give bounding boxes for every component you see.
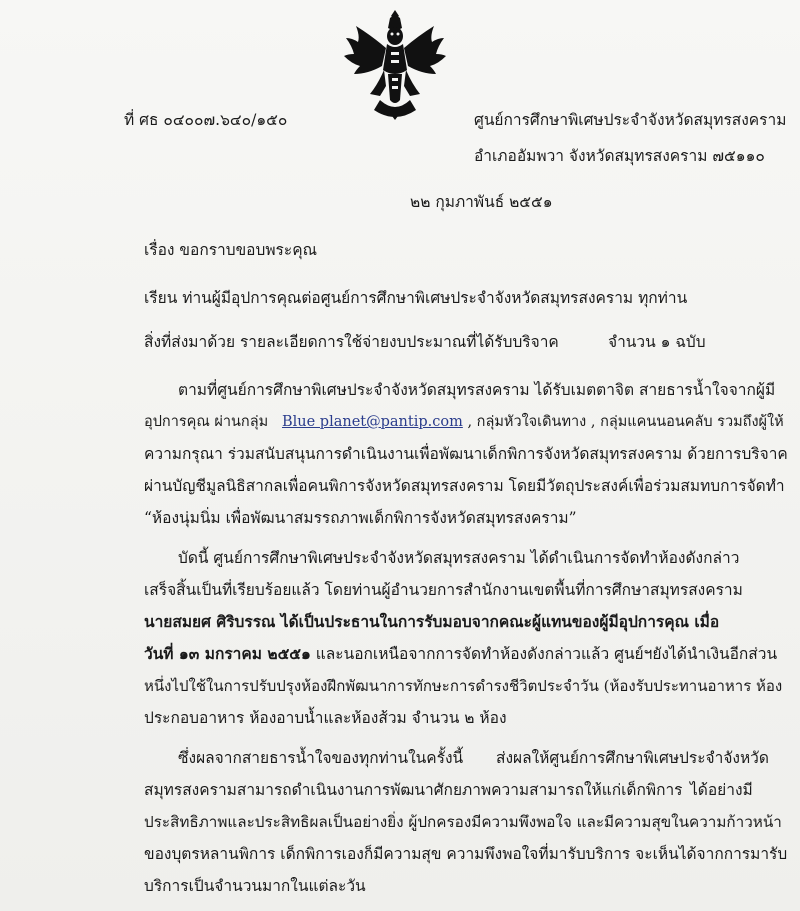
paragraph-2-line-4	[144, 644, 777, 664]
letter-recipient: เรียน ท่านผู้มีอุปการคุณต่อศูนย์การศึกษาพิเศษประจำจังหวัดสมุทรสงคราม ทุกท่าน	[144, 289, 688, 307]
paragraph-3-line-3: ประสิทธิภาพและประสิทธิผลเป็นอย่างยิ่ง ผู้ปกครองมีความพึงพอใจ และมีความสุขในความก้าวหน้า	[144, 813, 782, 831]
garuda-emblem-icon	[340, 4, 450, 124]
enclosure: สิ่งที่ส่งมาด้วย รายละเอียดการใช้จ่ายงบประมาณที่ได้รับบริจาค	[144, 333, 559, 351]
paragraph-3-line-4: ของบุตรหลานพิการ เด็กพิการเองก็มีความสุข ความพึงพอใจที่มารับบริการ จะเห็นได้จากการมารับ	[144, 845, 788, 863]
paragraph-1-line-3: ความกรุณา ร่วมสนับสนุนการดำเนินงานเพื่อพัฒนาเด็กพิการจังหวัดสมุทรสงคราม ด้วยการบริจาค	[144, 445, 788, 463]
paragraph-1-line-1: ตามที่ศูนย์การศึกษาพิเศษประจำจังหวัดสมุทรสงคราม ได้รับเมตตาจิต สายธารน้ำใจจากผู้มี	[178, 381, 776, 399]
paragraph-2-line-3: นายสมยศ ศิริบรรณ ได้เป็นประธานในการรับมอบจากคณะผู้แทนของผู้มีอุปการคุณ เมื่อ	[144, 612, 720, 631]
paragraph-3-line-2a: สมุทรสงครามสามารถดำเนินงานการพัฒนาศักยภาพความสามารถให้แก่เด็กพิการ	[144, 781, 683, 799]
paragraph-2-line-4-text: และนอกเหนือจากการจัดทำห้องดังกล่าวแล้ว ศูนย์ฯยังได้นำเงินอีกส่วน	[310, 645, 778, 663]
paragraph-2-line-6: ประกอบอาหาร ห้องอาบน้ำและห้องส้วม จำนวน ๒ ห้อง	[144, 709, 507, 727]
paragraph-3-line-1a: ซึ่งผลจากสายธารน้ำใจของทุกท่านในครั้งนี้	[178, 749, 464, 767]
paragraph-3-line-2b: ได้อย่างมี	[690, 781, 753, 799]
paragraph-1-line-2	[144, 412, 784, 432]
blue-planet-email-link[interactable]: Blue planet@pantip.com	[281, 414, 463, 430]
organization-name: ศูนย์การศึกษาพิเศษประจำจังหวัดสมุทรสงคราม	[474, 111, 787, 129]
paragraph-2-line-2: เสร็จสิ้นเป็นที่เรียบร้อยแล้ว โดยท่านผู้อำนวยการสำนักงานเขตพื้นที่การศึกษาสมุทรสงคราม	[144, 581, 743, 599]
paragraph-2-line-5: หนึ่งไปใช้ในการปรับปรุงห้องฝึกพัฒนาการทักษะการดำรงชีวิตประจำวัน (ห้องรับประทานอาหาร ห้อง	[144, 677, 783, 695]
reference-number: ที่ ศธ ๐๔๐๐๗.๖๔๐/๑๕๐	[124, 111, 288, 129]
paragraph-1-line-4: ผ่านบัญชีมูลนิธิสากลเพื่อคนพิการจังหวัดสมุทรสงคราม โดยมีวัตถุประสงค์เพื่อร่วมสมทบการจัดทำ	[144, 477, 785, 495]
organization-address: อำเภออัมพวา จังหวัดสมุทรสงคราม ๗๕๑๑๐	[474, 147, 765, 165]
ceremony-date: วันที่ ๑๓ มกราคม ๒๕๕๑	[144, 644, 311, 663]
paragraph-3-line-1b: ส่งผลให้ศูนย์การศึกษาพิเศษประจำจังหวัด	[496, 749, 769, 767]
paragraph-2-line-1: บัดนี้ ศูนย์การศึกษาพิเศษประจำจังหวัดสมุทรสงคราม ได้ดำเนินการจัดทำห้องดังกล่าว	[178, 549, 740, 567]
letter-subject: เรื่อง ขอกราบขอบพระคุณ	[144, 241, 317, 259]
paragraph-1-line-2-text-a: อุปการคุณ ผ่านกลุ่ม	[144, 414, 269, 430]
paragraph-3-line-5: บริการเป็นจำนวนมากในแต่ละวัน	[144, 877, 366, 895]
paragraph-1-line-5: “ห้องนุ่มนิ่ม เพื่อพัฒนาสมรรถภาพเด็กพิการจังหวัดสมุทรสงคราม”	[144, 509, 577, 527]
paragraph-1-line-2-text-b: , กลุ่มหัวใจเดินทาง , กลุ่มแคนนอนคลับ รวมถึงผู้ให้	[467, 414, 784, 430]
letter-date: ๒๒ กุมภาพันธ์ ๒๕๕๑	[410, 193, 553, 211]
enclosure-quantity: จำนวน ๑ ฉบับ	[608, 333, 706, 351]
